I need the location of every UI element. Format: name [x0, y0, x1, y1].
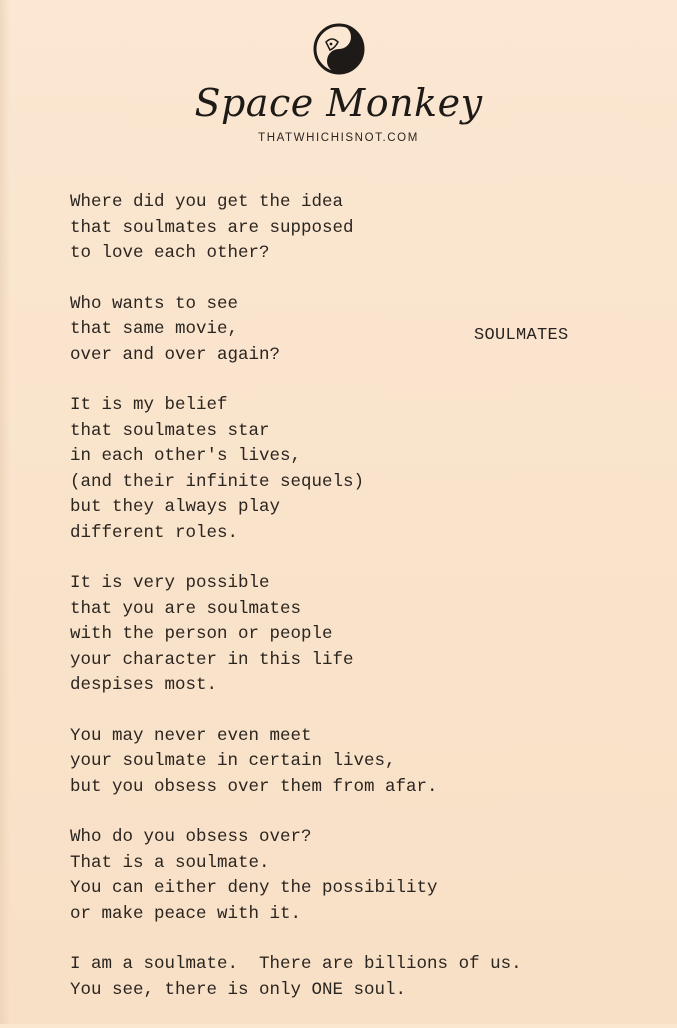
poem-line: I am a soulmate. There are billions of us.	[70, 954, 522, 974]
monkey-yinyang-icon	[312, 22, 366, 76]
poem-stanza	[70, 825, 630, 927]
site-url: THATWHICHISNOT.COM	[258, 132, 419, 144]
poem-line: You see, there is only ONE soul.	[70, 979, 407, 1000]
poem-line: Who wants to see	[70, 293, 239, 314]
poem-line: that same movie,	[70, 319, 239, 339]
poem-line: but they always play	[70, 497, 281, 517]
paper-edge	[0, 0, 10, 1024]
poem-line: with the person or people	[70, 624, 333, 644]
poem-line: That is a soulmate.	[70, 852, 270, 873]
poem-line: It is my belief	[70, 395, 228, 415]
poem-stanza	[70, 724, 630, 801]
poem-line: your soulmate in certain lives,	[70, 751, 396, 771]
poem-line: or make peace with it.	[70, 903, 302, 924]
poem-body	[70, 190, 630, 1028]
poem-line: different roles.	[70, 522, 239, 543]
header	[0, 22, 677, 144]
poem-line: but you obsess over them from afar.	[70, 776, 438, 797]
poem-stanza	[70, 393, 630, 546]
poem-line: that you are soulmates	[70, 598, 302, 619]
poem-line: Who do you obsess over?	[70, 827, 312, 847]
poem-stanza	[70, 952, 630, 1003]
poem-line: despises most.	[70, 675, 218, 695]
poem-line: that soulmates star	[70, 420, 270, 441]
poem-stanza	[70, 190, 630, 267]
poem-line: It is very possible	[70, 573, 270, 593]
poem-line: You can either deny the possibility	[70, 878, 438, 898]
poem-line: (and their infinite sequels)	[70, 471, 365, 492]
poem-line: that soulmates are supposed	[70, 217, 354, 238]
poem-line: You may never even meet	[70, 725, 312, 746]
poem-line: Where did you get the idea	[70, 192, 344, 212]
poem-line: your character in this life	[70, 649, 354, 670]
poem-stanza	[70, 292, 630, 369]
poem-stanza	[70, 571, 630, 699]
brand-name: Space Monkey	[194, 81, 483, 125]
poem-title: SOULMATES	[474, 326, 569, 345]
poem-line: in each other's lives,	[70, 446, 302, 466]
poem-line: to love each other?	[70, 243, 270, 263]
poem-line: over and over again?	[70, 344, 281, 365]
